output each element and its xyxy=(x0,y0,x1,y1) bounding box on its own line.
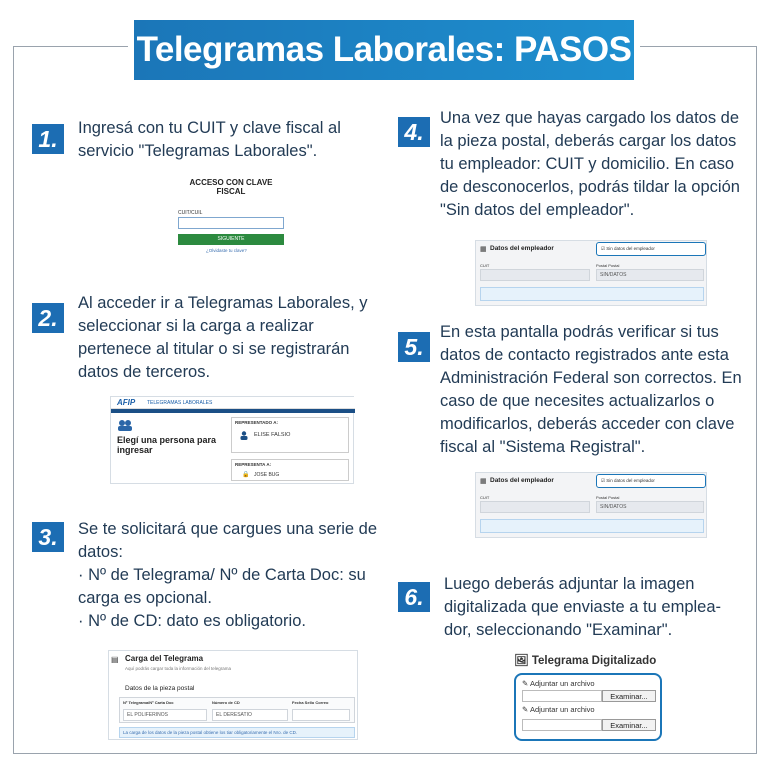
attach-text-1: Adjuntar un archivo xyxy=(529,679,595,688)
next-button[interactable]: SIGUIENTE xyxy=(178,234,284,245)
postal-fields-row xyxy=(119,697,355,723)
lock-icon: 🔒 xyxy=(242,472,250,478)
afip-logo: AFIP xyxy=(117,398,136,407)
step-number-4: 4. xyxy=(398,117,430,147)
people-icon xyxy=(117,419,133,431)
cuit-label: CUIT/CUIL xyxy=(178,210,203,216)
cuit-label-5: CUIT xyxy=(480,495,490,500)
step-number-6: 6. xyxy=(398,582,430,612)
attach-box xyxy=(514,673,662,741)
postal-label-5: Postal Postal xyxy=(596,495,620,500)
postmark-date-input[interactable] xyxy=(292,709,350,721)
app-name: TELEGRAMAS LABORALES xyxy=(147,400,213,406)
digitalizado-screenshot xyxy=(514,653,666,747)
step-text-1: Ingresá con tu CUIT y clave fiscal al servicio "Telegramas Laborales". xyxy=(78,119,341,160)
employer-title: Datos del empleador xyxy=(490,245,554,252)
employer-icon: ▦ xyxy=(480,246,487,253)
no-employer-label: Sin datos del empleador xyxy=(606,246,655,251)
represent-label: REPRESENTA A: xyxy=(235,462,272,467)
browse-button-1[interactable]: Examinar... xyxy=(602,690,656,702)
section-title: Datos de la pieza postal xyxy=(125,685,195,692)
digitalizado-title-row xyxy=(514,653,666,667)
person-card-1[interactable] xyxy=(231,417,349,453)
person-icon xyxy=(240,431,248,440)
employer-icon-2: ▦ xyxy=(480,478,487,485)
no-employer-label-2: Sin datos del empleador xyxy=(606,478,655,483)
cuit-field-5[interactable] xyxy=(480,501,590,513)
digitalizado-title: Telegrama Digitalizado xyxy=(531,655,657,667)
employer-screenshot-2 xyxy=(475,472,707,538)
employer-note-5 xyxy=(480,519,704,533)
col2-label: Número de CD xyxy=(212,700,240,705)
login-screenshot xyxy=(176,178,286,258)
employer-title-2: Datos del empleador xyxy=(490,477,554,484)
file-path-1[interactable] xyxy=(522,690,602,702)
step-text-6: Luego deberás adjuntar la imagen digitalizada que enviaste a tu emplea-dor, seleccionando "Examinar". xyxy=(444,575,722,639)
step-number-1: 1. xyxy=(32,124,64,154)
carga-title: Carga del Telegrama xyxy=(125,654,204,663)
step-3-bullet-1: · Nº de Telegrama/ Nº de Carta Doc: su carga es opcional. xyxy=(78,566,366,607)
cuit-field-4[interactable] xyxy=(480,269,590,281)
postal-field-5[interactable]: SIN/DATOS xyxy=(596,501,704,513)
document-icon: ▤ xyxy=(111,655,119,664)
select-nav-bar xyxy=(111,409,355,413)
attach-text-2: Adjuntar un archivo xyxy=(529,705,595,714)
person-name-1: ELISE FALSIO xyxy=(254,432,291,438)
step-text-5: En esta pantalla podrás verificar si tus datos de contacto registrados ante esta Administración Federal son correctos. En caso de que necesites actualizarlos o modificarlos, deberás acceder con clave fiscal al "Sistema Registral". xyxy=(440,323,742,456)
carga-note: La carga de los datos de la pieza postal obtiene los tiar obligatoriamente el Nro. de CD. xyxy=(119,727,355,738)
carga-subtitle: Aquí podrás cargar toda la información del telegrama xyxy=(125,666,232,671)
telegram-number-input[interactable]: EL POLIFERINOS xyxy=(123,709,207,721)
person-card-2[interactable] xyxy=(231,459,349,481)
select-heading: Elegí una persona para ingresar xyxy=(117,435,217,455)
attach-label-1: ✎ Adjuntar un archivo xyxy=(522,679,595,688)
person-name-2: JOSE BUG xyxy=(254,472,280,478)
step-number-5: 5. xyxy=(398,332,430,362)
represented-label: REPRESENTADO A: xyxy=(235,420,279,425)
forgot-key-link[interactable]: ¿Olvidaste tu clave? xyxy=(206,248,247,253)
step-text-3 xyxy=(78,518,382,633)
title-banner-wrap xyxy=(128,20,640,80)
employer-screenshot-1 xyxy=(475,240,707,306)
step-text-4: Una vez que hayas cargado los datos de la pieza postal, deberás cargar los datos tu empleador: CUIT y domicilio. En caso de desconocerlos, podrás tildar la opción "Sin datos del empleador". xyxy=(440,109,740,219)
no-employer-checkbox-2[interactable]: ☑ Sin datos del empleador xyxy=(596,474,706,488)
login-heading: ACCESO CON CLAVE FISCAL xyxy=(189,178,273,196)
no-employer-checkbox[interactable]: ☑ Sin datos del empleador xyxy=(596,242,706,256)
person-select-screenshot xyxy=(110,396,354,484)
employer-note-4 xyxy=(480,287,704,301)
step-text-2: Al acceder ir a Telegramas Laborales, y seleccionar si la carga a realizar pertenece al titular o si se registrarán datos de terceros. xyxy=(78,294,368,381)
cuit-input[interactable] xyxy=(178,217,284,229)
col3-label: Fecha Sello Correo xyxy=(292,700,329,705)
browse-button-2[interactable]: Examinar... xyxy=(602,719,656,731)
file-path-2[interactable] xyxy=(522,719,602,731)
carga-screenshot xyxy=(108,650,358,740)
cuit-label-4: CUIT xyxy=(480,263,490,268)
page-title: Telegramas Laborales: PASOS xyxy=(134,20,634,80)
step-3-intro: Se te solicitará que cargues una serie de datos: xyxy=(78,520,378,561)
cd-number-input[interactable]: EL DERESATIO xyxy=(212,709,288,721)
postal-label-4: Postal Postal xyxy=(596,263,620,268)
step-number-3: 3. xyxy=(32,522,64,552)
postal-field-4[interactable]: SIN/DATOS xyxy=(596,269,704,281)
step-3-bullet-2: · Nº de CD: dato es obligatorio. xyxy=(78,612,306,630)
image-icon: 🖼 xyxy=(514,655,529,667)
step-number-2: 2. xyxy=(32,303,64,333)
col1-label: Nº Telegrama/Nº Carta Doc xyxy=(123,700,174,705)
select-header xyxy=(111,397,355,409)
attach-label-2: ✎ Adjuntar un archivo xyxy=(522,705,595,714)
